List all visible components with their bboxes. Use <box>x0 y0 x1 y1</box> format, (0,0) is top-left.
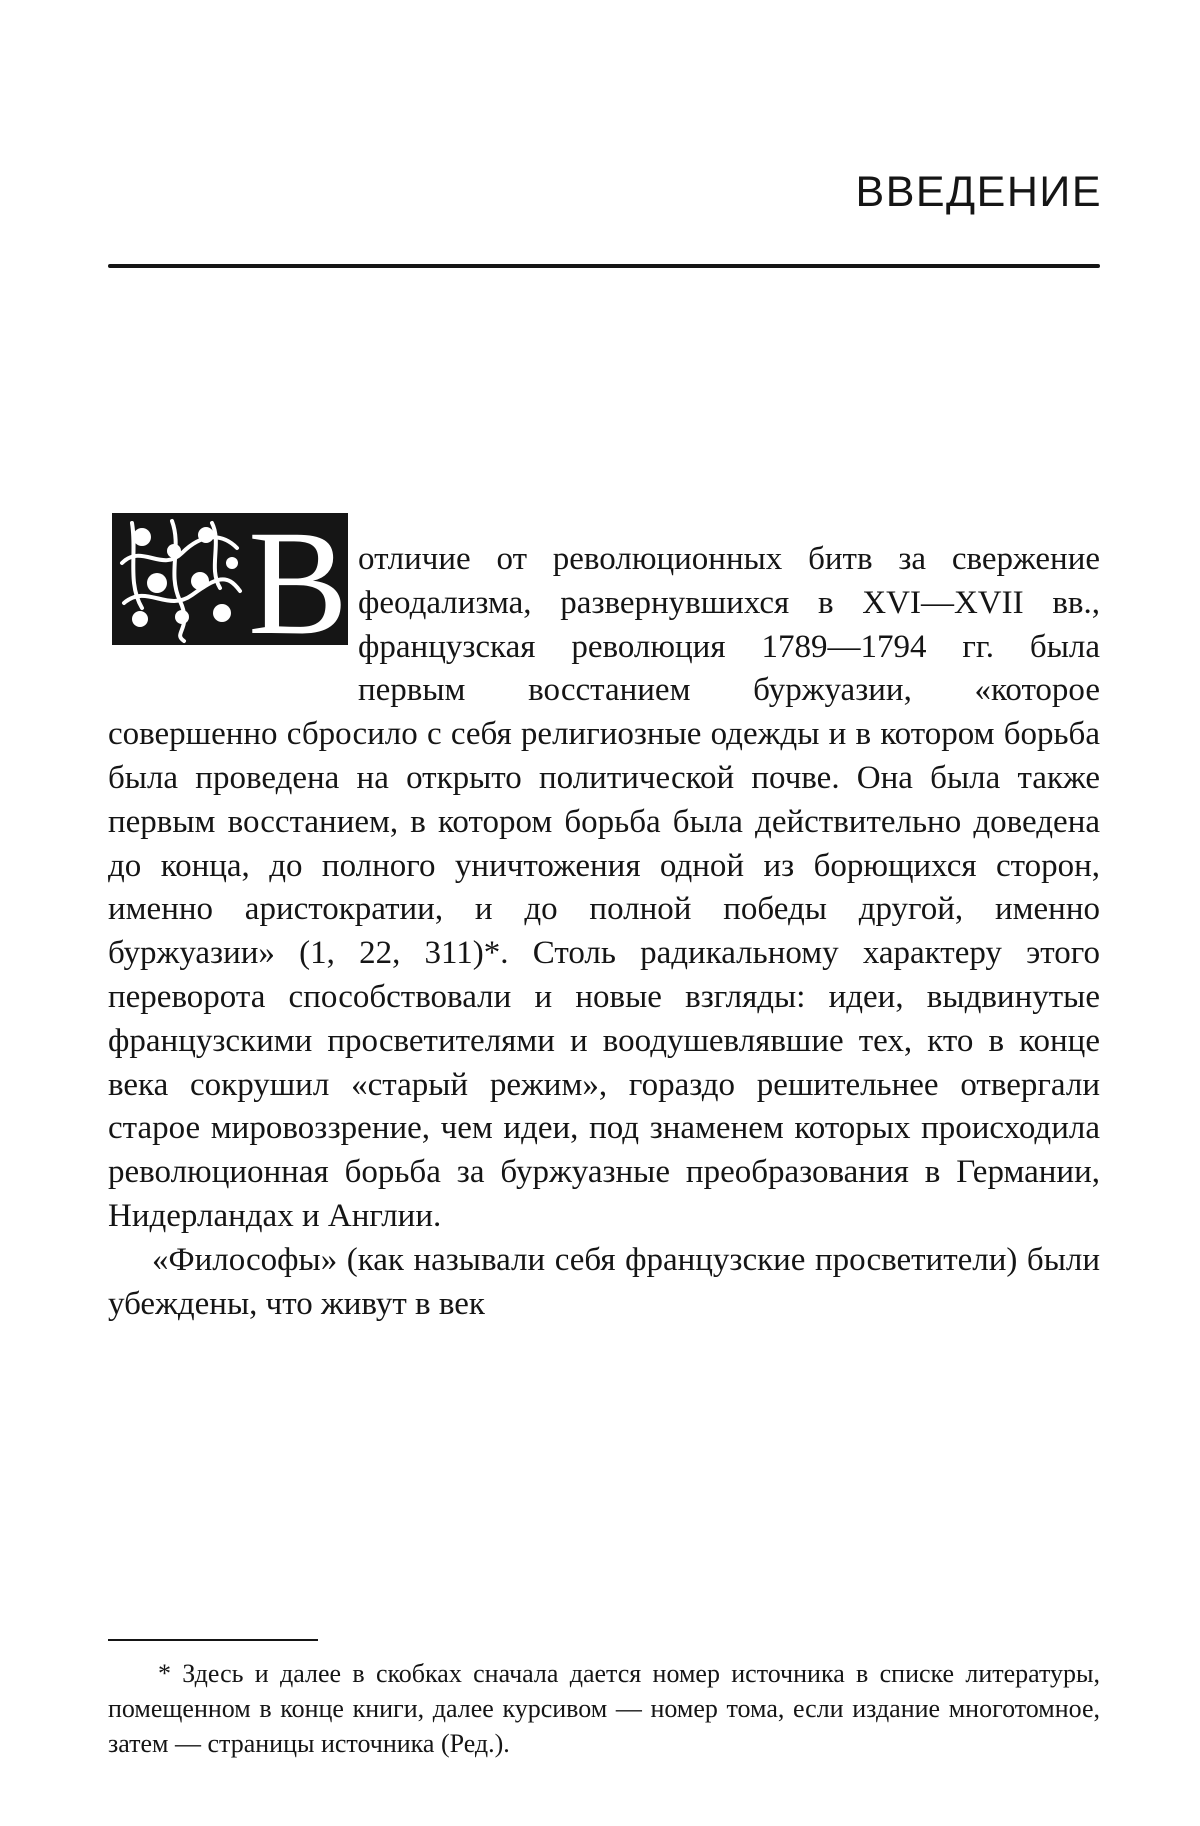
body-text <box>108 513 1100 1326</box>
title-rule <box>108 264 1100 268</box>
footnote: * Здесь и далее в скобках сначала дается номер источника в списке литературы, помещенном в конце книги, далее курсивом — номер тома, если издание многотомное, затем — страницы источника (Ред.). <box>108 1659 1100 1758</box>
chapter-title: ВВЕДЕНИЕ <box>855 168 1102 216</box>
paragraph-2: «Философы» (как называли себя французские просветители) были убеждены, что живут в век <box>108 1241 1100 1322</box>
paragraph-1: отличие от революционных битв за свержение феодализма, развернувшихся в XVI—XVII вв., французская революция 1789—1794 гг. была первым восстанием буржуазии, «которое совершенно сбросило с себя религиозные одежды и в котором борьба была проведена на открыто политической почве. Она была также первым восстанием, в котором борьба была действительно доведена до конца, до полного уничтожения одной из борющихся сторон, именно аристократии, и до полной победы другой, именно буржуазии» (1, 22, 311)*. Столь радикальному характеру этого переворота способствовали и новые взгляды: идеи, выдвинутые французскими просветителями и воодушевлявшие тех, кто в конце века сокрушил «старый режим», гораздо решительнее отвергали старое мировоззрение, чем идеи, под знаменем которых происходила революционная борьба за буржуазные преобразования в Германии, Нидерландах и Англии. <box>108 541 1100 1234</box>
drop-cap <box>112 513 348 670</box>
ornamental-drop-cap-icon <box>112 513 348 645</box>
footnote-rule <box>108 1639 318 1641</box>
drop-cap-letter: В <box>247 513 348 645</box>
